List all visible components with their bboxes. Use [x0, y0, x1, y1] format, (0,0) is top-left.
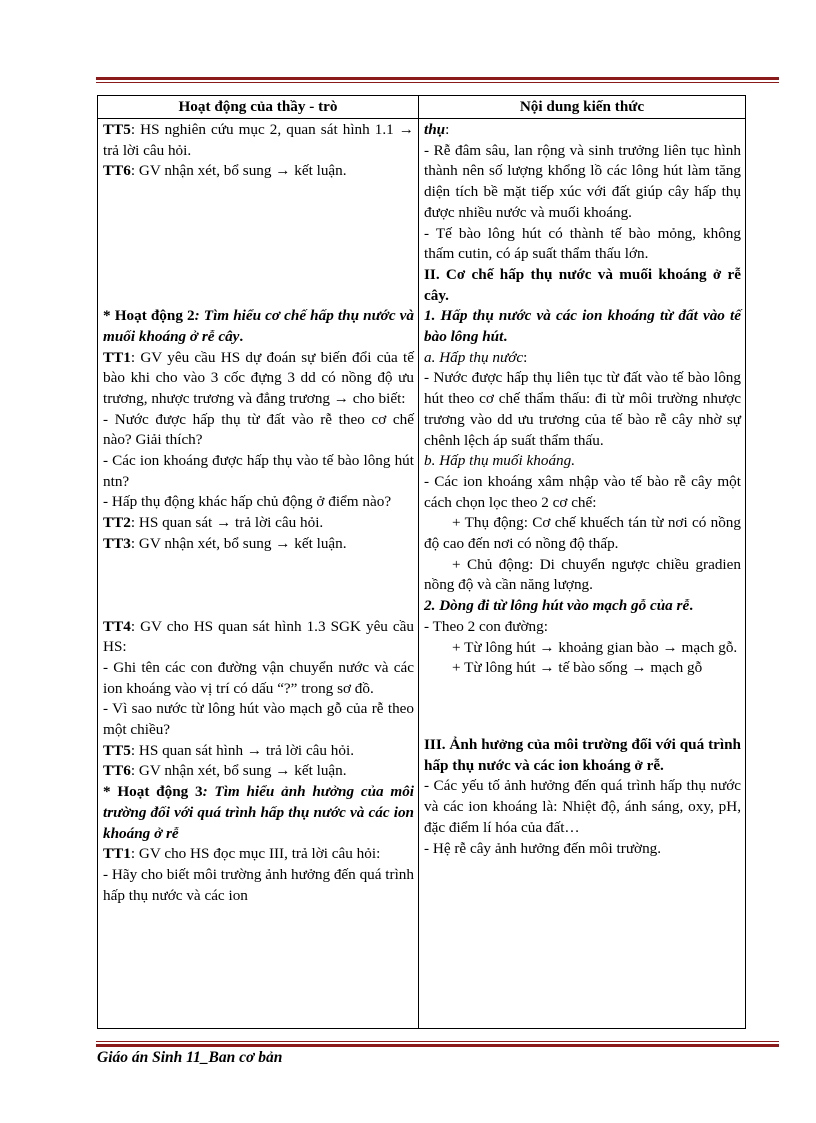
- question-5: - Vì sao nước từ lông hút vào mạch gỗ của rễ theo một chiều?: [103, 700, 414, 739]
- activity-3-heading: * Hoạt động 3: Tìm hiểu ảnh hưởng của môi trường đối với quá trình hấp thụ nước và các ion khoáng ở rễ: [103, 783, 415, 842]
- header-knowledge: Nội dung kiến thức: [419, 96, 746, 119]
- activity-2-heading: * Hoạt động 2: Tìm hiểu cơ chế hấp thụ nước và muối khoáng ở rễ cây.: [103, 307, 415, 345]
- section-3-heading: III. Ảnh hưởng của môi trường đối với quá trình hấp thụ nước và các ion khoáng ở rễ.: [424, 735, 741, 774]
- step-tt6a: TT6: GV nhận xét, bổ sung → kết luận.: [103, 162, 347, 180]
- subsection-1-heading: 1. Hấp thụ nước và các ion khoáng từ đất vào tế bào lông hút.: [424, 307, 741, 346]
- step-tt4: TT4: GV cho HS quan sát hình 1.3 SGK yêu cầu HS:: [103, 617, 414, 656]
- header-rule: [96, 77, 779, 83]
- footer-rule: [96, 1041, 779, 1047]
- knowledge-item: - Theo 2 con đường:: [424, 617, 548, 635]
- point-a-heading: a. Hấp thụ nước:: [424, 348, 528, 366]
- knowledge-column: [419, 119, 746, 1029]
- knowledge-item: + Từ lông hút → khoảng gian bào → mạch gỗ.: [452, 638, 738, 656]
- subsection-2-heading: 2. Dòng đi từ lông hút vào mạch gỗ của rễ.: [424, 597, 693, 615]
- question-1: - Nước được hấp thụ từ đất vào rễ theo cơ chế nào? Giải thích?: [103, 410, 414, 449]
- step-tt3: TT3: GV nhận xét, bổ sung → kết luận.: [103, 534, 347, 552]
- spacer: [424, 679, 741, 735]
- knowledge-item: - Các yếu tố ảnh hưởng đến quá trình hấp thụ nước và các ion khoáng là: Nhiệt độ, ánh sáng, oxy, pH, đặc điểm lí hóa của đất…: [424, 777, 741, 836]
- step-tt6b: TT6: GV nhận xét, bổ sung → kết luận.: [103, 762, 347, 780]
- knowledge-item: + Thụ động: Cơ chế khuếch tán từ nơi có nồng độ cao đến nơi có nồng độ thấp.: [424, 514, 741, 553]
- spacer: [103, 555, 414, 617]
- lesson-table: [97, 95, 746, 1029]
- question-4: - Ghi tên các con đường vận chuyển nước và các ion khoáng vào vị trí có dấu “?” trong sơ đồ.: [103, 658, 414, 697]
- step-tt1a: TT1: GV yêu cầu HS dự đoán sự biến đổi của tế bào khi cho vào 3 cốc đựng 3 dd có nồng độ ưu trương, nhược trương và đẳng trương → cho biết:: [103, 348, 414, 407]
- header-teacher-student: Hoạt động của thầy - trò: [98, 96, 419, 119]
- knowledge-item: - Tế bào lông hút có thành tế bào mỏng, không thấm cutin, có áp suất thẩm thấu lớn.: [424, 224, 741, 263]
- point-b-heading: b. Hấp thụ muối khoáng.: [424, 452, 576, 470]
- table-row: [98, 119, 746, 1029]
- question-2: - Các ion khoáng được hấp thụ vào tế bào lông hút ntn?: [103, 452, 414, 490]
- question-3: - Hấp thụ động khác hấp chủ động ở điểm nào?: [103, 493, 392, 511]
- table-header-row: [98, 96, 746, 119]
- knowledge-item: + Chủ động: Di chuyển ngược chiều gradien nồng độ và cần năng lượng.: [424, 555, 741, 594]
- step-tt5b: TT5: HS quan sát hình → trả lời câu hỏi.: [103, 741, 355, 759]
- step-tt5a: TT5: HS nghiên cứu mục 2, quan sát hình 1.1 → trả lời câu hỏi.: [103, 121, 414, 159]
- knowledge-item: - Nước được hấp thụ liên tục từ đất vào tế bào lông hút theo cơ chế thẩm thấu: đi từ môi trường nhược trương vào dd ưu trương của tế bào rễ cây nhờ sự chênh lệch áp suất thẩm thấu.: [424, 369, 741, 449]
- question-6: - Hãy cho biết môi trường ảnh hưởng đến quá trình hấp thụ nước và các ion: [103, 865, 414, 904]
- step-tt2: TT2: HS quan sát → trả lời câu hỏi.: [103, 514, 324, 532]
- knowledge-item: - Các ion khoáng xâm nhập vào tế bào rễ cây một cách chọn lọc theo 2 cơ chế:: [424, 472, 741, 511]
- step-tt1b: TT1: GV cho HS đọc mục III, trả lời câu hỏi:: [103, 845, 381, 863]
- knowledge-item: - Rễ đâm sâu, lan rộng và sinh trưởng liên tục hình thành nên số lượng khổng lồ các lông hút làm tăng diện tích bề mặt tiếp xúc với đất giúp cây hấp thụ được nhiều nước và muối khoáng.: [424, 141, 741, 221]
- footer-title: Giáo án Sinh 11_Ban cơ bản: [97, 1049, 283, 1066]
- section-2-heading: II. Cơ chế hấp thụ nước và muối khoáng ở rễ cây.: [424, 265, 741, 304]
- knowledge-item: + Từ lông hút → tế bào sống → mạch gỗ: [452, 659, 703, 677]
- activities-column: [98, 119, 419, 1029]
- spacer: [103, 182, 414, 306]
- knowledge-item: - Hệ rễ cây ảnh hưởng đến môi trường.: [424, 839, 662, 857]
- continued-heading: thụ:: [424, 121, 450, 138]
